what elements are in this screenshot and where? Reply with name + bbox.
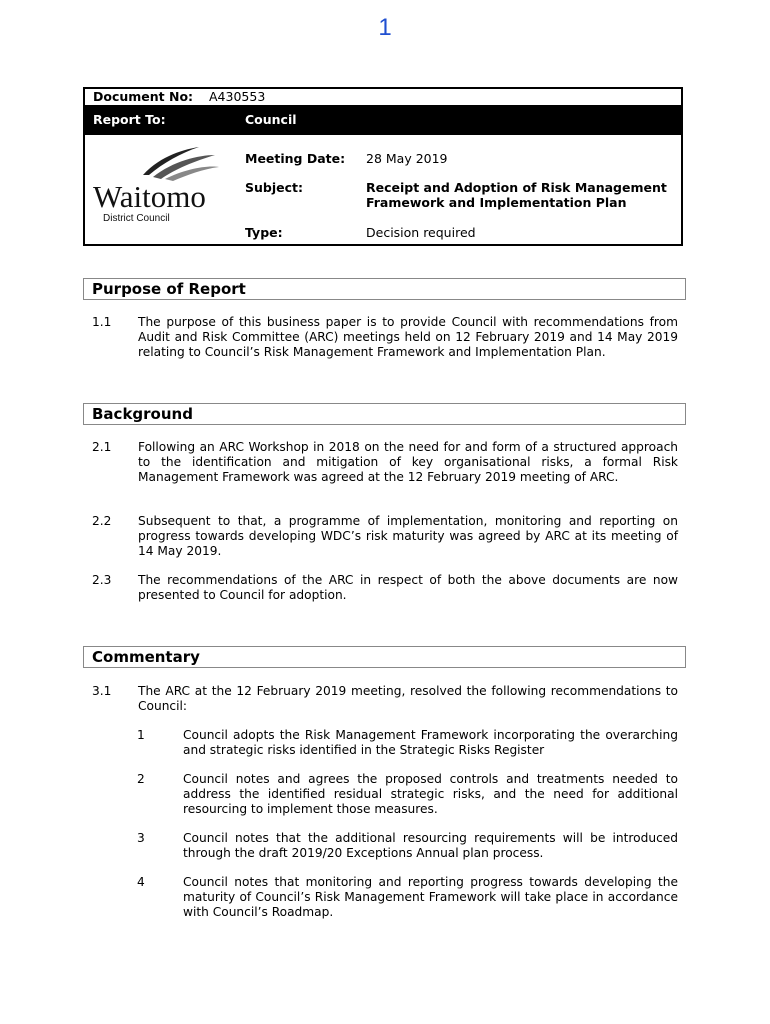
section-heading-background: Background <box>83 403 686 425</box>
document-header <box>83 87 683 246</box>
subject-value <box>366 180 667 210</box>
type-label: Type: <box>245 225 283 240</box>
paragraph-text: The recommendations of the ARC in respect of both the above documents are now presented to Council for adoption. <box>138 573 678 602</box>
subject-label: Subject: <box>245 180 303 195</box>
meeting-date-label: Meeting Date: <box>245 151 346 166</box>
waitomo-logo <box>91 145 239 225</box>
type-value: Decision required <box>366 225 476 240</box>
paragraph-number: 2.3 <box>92 573 112 587</box>
subject-line-2: Framework and Implementation Plan <box>366 195 627 210</box>
section-heading-purpose: Purpose of Report <box>83 278 686 300</box>
recommendation-text: Council notes and agrees the proposed controls and treatments needed to address the identified residual strategic risks, and the need for additional resourcing to implement those measures. <box>183 772 678 816</box>
meeting-date-value: 28 May 2019 <box>366 151 448 166</box>
recommendation-number: 4 <box>137 875 145 889</box>
document-number-row <box>85 89 681 105</box>
recommendation-text: Council notes that monitoring and reporting progress towards developing the maturity of Council’s Risk Management Framework will take place in accordance with Council’s Roadmap. <box>183 875 678 919</box>
paragraph-number: 3.1 <box>92 684 112 698</box>
paragraph-number: 1.1 <box>92 315 112 329</box>
subject-line-1: Receipt and Adoption of Risk Management <box>366 180 667 195</box>
paragraph-text: Subsequent to that, a programme of implementation, monitoring and reporting on progress towards developing WDC’s risk maturity was agreed by ARC at its meeting of 14 May 2019. <box>138 514 678 558</box>
paragraph-number: 2.2 <box>92 514 112 528</box>
paragraph-number: 2.1 <box>92 440 112 454</box>
document-number-value: A430553 <box>209 89 266 104</box>
logo-subtitle: District Council <box>103 213 170 224</box>
recommendation-text: Council notes that the additional resourcing requirements will be introduced through the draft 2019/20 Exceptions Annual plan process. <box>183 831 678 860</box>
logo-wordmark: Waitomo <box>93 179 206 214</box>
report-to-label: Report To: <box>93 112 166 127</box>
report-to-row <box>85 105 681 135</box>
paragraph-text: The purpose of this business paper is to provide Council with recommendations from Audit and Risk Committee (ARC) meetings held on 12 February 2019 and 14 May 2019 relating to Council’s Risk Management Framework and Implementation Plan. <box>138 315 678 359</box>
section-heading-commentary: Commentary <box>83 646 686 668</box>
document-number-label: Document No: <box>93 89 194 104</box>
recommendation-text: Council adopts the Risk Management Framework incorporating the overarching and strategic risks identified in the Strategic Risks Register <box>183 728 678 757</box>
report-to-value: Council <box>245 112 297 127</box>
page-number: 1 <box>378 14 392 41</box>
recommendation-number: 1 <box>137 728 145 742</box>
recommendation-number: 2 <box>137 772 145 786</box>
paragraph-text: The ARC at the 12 February 2019 meeting, resolved the following recommendations to Council: <box>138 684 678 713</box>
paragraph-text: Following an ARC Workshop in 2018 on the need for and form of a structured approach to the identification and mitigation of key organisational risks, a formal Risk Management Framework was agreed at the 12 February 2019 meeting of ARC. <box>138 440 678 484</box>
recommendation-number: 3 <box>137 831 145 845</box>
